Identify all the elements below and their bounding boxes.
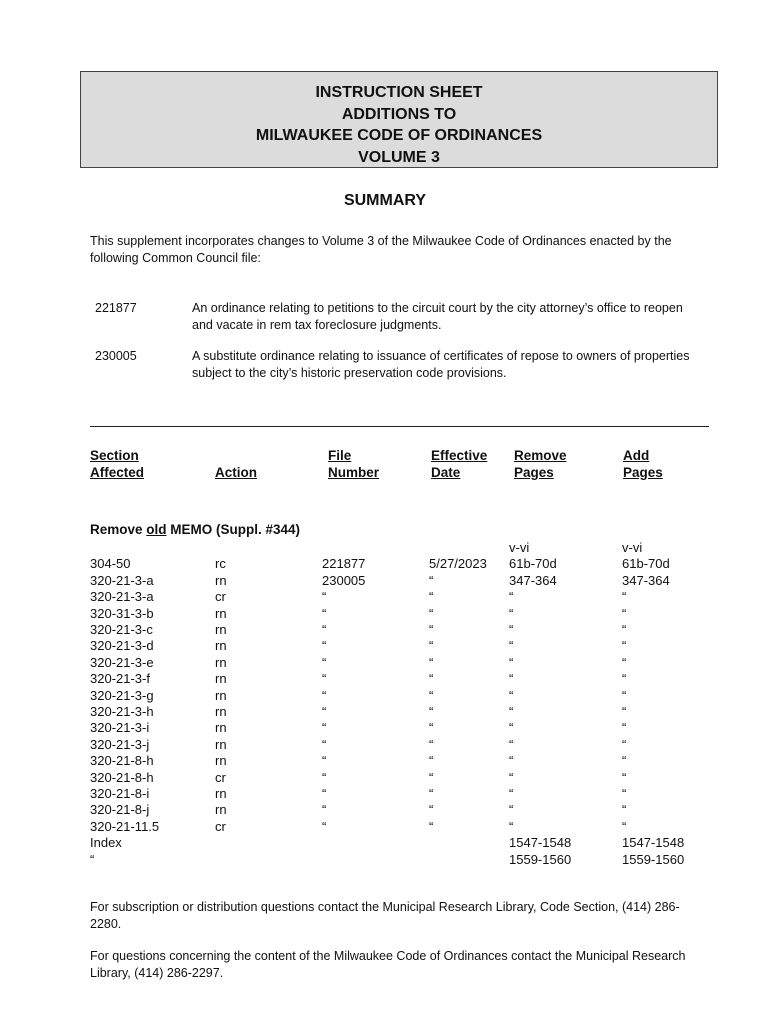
cell-action: cr <box>215 818 226 834</box>
cell-effective-date: “ <box>429 638 434 654</box>
cell-effective-date: “ <box>429 769 434 785</box>
memo-suffix: MEMO (Suppl. #344) <box>166 522 301 537</box>
summary-heading: SUMMARY <box>343 192 427 209</box>
cell-effective-date: “ <box>429 786 434 801</box>
cell-action: rc <box>215 556 226 572</box>
intro-paragraph: This supplement incorporates changes to Volume 3 of the Milwaukee Code of Ordinances enacted by the following Common Council file: <box>90 234 672 265</box>
cell-add-pages: “ <box>622 769 627 785</box>
header-effective-line1: Effective <box>431 448 488 463</box>
cell-remove-pages: v-vi <box>509 540 530 555</box>
table-row <box>0 688 770 704</box>
cell-file-number: “ <box>322 802 327 818</box>
table-row <box>0 622 770 638</box>
cell-effective-date: “ <box>429 818 434 834</box>
memo-instruction <box>90 522 300 537</box>
cell-add-pages: “ <box>622 802 627 818</box>
cell-effective-date: “ <box>429 654 434 670</box>
header-action: Action <box>215 465 257 480</box>
title-box <box>80 71 718 168</box>
cell-remove-pages: “ <box>509 818 514 834</box>
cell-add-pages: “ <box>622 786 627 801</box>
cell-section: 320-21-3-d <box>90 638 154 654</box>
cell-effective-date: “ <box>429 687 434 703</box>
cell-file-number: “ <box>322 622 327 637</box>
table-row <box>0 819 770 835</box>
council-file-description: A substitute ordinance relating to issuance of certificates of repose to owners of properties subject to the city’s historic preservation code provisions. <box>192 349 690 380</box>
cell-add-pages: “ <box>622 622 627 637</box>
header-file-line2: Number <box>328 465 380 480</box>
table-row <box>0 589 770 605</box>
title-line-3: MILWAUKEE CODE OF ORDINANCES <box>255 127 543 144</box>
cell-section: 320-21-8-i <box>90 786 150 801</box>
cell-file-number: 230005 <box>322 572 366 588</box>
table-row <box>0 606 770 622</box>
header-section-line1: Section <box>90 448 139 463</box>
table-row <box>0 638 770 654</box>
cell-effective-date: 5/27/2023 <box>429 556 487 572</box>
cell-remove-pages: “ <box>509 802 514 818</box>
header-file-number <box>328 447 379 481</box>
cell-remove-pages: “ <box>509 605 514 621</box>
horizontal-rule <box>90 426 709 427</box>
table-row <box>0 720 770 736</box>
cell-section: 320-21-3-a <box>90 572 154 588</box>
cell-add-pages: “ <box>622 671 627 687</box>
cell-add-pages: “ <box>622 753 627 769</box>
table-row <box>0 540 770 556</box>
table-row <box>0 753 770 769</box>
cell-section: 320-21-3-c <box>90 622 153 637</box>
cell-add-pages: “ <box>622 687 627 703</box>
header-remove-line2: Pages <box>514 465 554 480</box>
cell-effective-date: “ <box>429 572 434 588</box>
header-section-affected <box>90 447 144 481</box>
cell-file-number: 221877 <box>322 556 366 572</box>
cell-section: 320-21-3-h <box>90 704 154 719</box>
title-line-2: ADDITIONS TO <box>341 105 457 123</box>
cell-section: 320-21-3-i <box>90 720 150 736</box>
cell-action: rn <box>215 638 227 654</box>
header-section-line2: Affected <box>90 465 145 480</box>
cell-section: 320-21-8-j <box>90 802 150 818</box>
cell-remove-pages: “ <box>509 786 514 801</box>
cell-file-number: “ <box>322 720 327 736</box>
cell-add-pages: 1547-1548 <box>622 835 685 851</box>
memo-prefix: Remove <box>90 522 147 537</box>
cell-section: 320-21-8-h <box>90 753 154 769</box>
cell-remove-pages: “ <box>509 654 514 670</box>
header-remove-pages <box>514 447 567 481</box>
cell-section: Index <box>90 835 122 851</box>
cell-section: “ <box>90 851 95 867</box>
cell-file-number: “ <box>322 638 327 654</box>
cell-remove-pages: “ <box>509 736 514 752</box>
cell-add-pages: “ <box>622 704 627 719</box>
cell-effective-date: “ <box>429 704 434 719</box>
table-row <box>0 671 770 687</box>
cell-file-number: “ <box>322 704 327 719</box>
cell-add-pages: “ <box>622 736 627 752</box>
subscription-note: For subscription or distribution questions contact the Municipal Research Library, Code Section, (414) 286-2280. <box>90 900 680 931</box>
cell-remove-pages: “ <box>509 622 514 637</box>
cell-add-pages: “ <box>622 720 627 736</box>
cell-add-pages: v-vi <box>622 540 643 555</box>
table-row <box>0 573 770 589</box>
cell-section: 320-21-11.5 <box>90 818 160 834</box>
council-file-number: 230005 <box>95 349 137 363</box>
cell-section: 320-31-3-b <box>90 605 154 621</box>
header-add-line1: Add <box>623 448 650 463</box>
header-remove-line1: Remove <box>514 448 567 463</box>
cell-remove-pages: 1559-1560 <box>509 851 572 867</box>
council-file-description: An ordinance relating to petitions to the circuit court by the city attorney’s office to reopen and vacate in rem tax foreclosure judgments. <box>192 301 683 332</box>
cell-action: rn <box>215 736 227 752</box>
cell-add-pages: “ <box>622 589 627 605</box>
cell-action: rn <box>215 671 227 687</box>
cell-action: rn <box>215 704 227 719</box>
cell-remove-pages: “ <box>509 589 514 605</box>
cell-section: 304-50 <box>90 556 131 572</box>
cell-file-number: “ <box>322 818 327 834</box>
cell-file-number: “ <box>322 769 327 785</box>
cell-add-pages: 1559-1560 <box>622 851 685 867</box>
cell-effective-date: “ <box>429 720 434 736</box>
cell-file-number: “ <box>322 671 327 687</box>
cell-add-pages: “ <box>622 605 627 621</box>
cell-section: 320-21-3-f <box>90 671 150 687</box>
table-row <box>0 802 770 818</box>
council-file-number: 221877 <box>95 301 137 315</box>
header-add-pages <box>623 447 663 481</box>
cell-remove-pages: “ <box>509 753 514 769</box>
header-file-line1: File <box>328 448 352 463</box>
cell-action: rn <box>215 802 227 818</box>
cell-file-number: “ <box>322 786 327 801</box>
cell-remove-pages: 1547-1548 <box>509 835 572 851</box>
cell-add-pages: 347-364 <box>622 572 670 588</box>
cell-action: cr <box>215 589 226 605</box>
table-row <box>0 835 770 851</box>
cell-effective-date: “ <box>429 802 434 818</box>
cell-remove-pages: “ <box>509 720 514 736</box>
cell-section: 320-21-3-a <box>90 589 154 605</box>
cell-action: rn <box>215 572 227 588</box>
header-effective-date <box>431 447 487 481</box>
cell-section: 320-21-3-j <box>90 736 150 752</box>
cell-file-number: “ <box>322 753 327 769</box>
cell-action: rn <box>215 753 227 769</box>
cell-effective-date: “ <box>429 622 434 637</box>
cell-remove-pages: 347-364 <box>509 572 557 588</box>
cell-effective-date: “ <box>429 605 434 621</box>
title-line-1: INSTRUCTION SHEET <box>315 84 483 101</box>
cell-remove-pages: “ <box>509 638 514 654</box>
cell-action: rn <box>215 720 227 736</box>
cell-action: rn <box>215 605 227 621</box>
table-row <box>0 655 770 671</box>
cell-add-pages: 61b-70d <box>622 556 670 572</box>
header-add-line2: Pages <box>623 465 663 480</box>
table-row <box>0 556 770 572</box>
cell-add-pages: “ <box>622 654 627 670</box>
cell-remove-pages: 61b-70d <box>509 556 557 572</box>
cell-remove-pages: “ <box>509 687 514 703</box>
cell-effective-date: “ <box>429 671 434 687</box>
content-questions-note: For questions concerning the content of the Milwaukee Code of Ordinances contact the Municipal Research Library, (414) 286-2297. <box>90 949 686 980</box>
cell-section: 320-21-3-e <box>90 654 154 670</box>
cell-file-number: “ <box>322 605 327 621</box>
table-row <box>0 704 770 720</box>
cell-add-pages: “ <box>622 818 627 834</box>
cell-effective-date: “ <box>429 736 434 752</box>
cell-remove-pages: “ <box>509 704 514 719</box>
memo-old: old <box>146 522 167 537</box>
cell-action: rn <box>215 687 227 703</box>
cell-file-number: “ <box>322 687 327 703</box>
cell-add-pages: “ <box>622 638 627 654</box>
cell-remove-pages: “ <box>509 769 514 785</box>
cell-action: cr <box>215 769 226 785</box>
cell-file-number: “ <box>322 654 327 670</box>
title-line-4: VOLUME 3 <box>358 148 440 166</box>
table-row <box>0 852 770 868</box>
cell-effective-date: “ <box>429 753 434 769</box>
cell-effective-date: “ <box>429 589 434 605</box>
table-row <box>0 737 770 753</box>
cell-section: 320-21-8-h <box>90 769 154 785</box>
cell-action: rn <box>215 786 227 801</box>
table-row <box>0 786 770 802</box>
table-row <box>0 770 770 786</box>
header-effective-line2: Date <box>431 465 461 480</box>
cell-file-number: “ <box>322 589 327 605</box>
cell-file-number: “ <box>322 736 327 752</box>
cell-action: rn <box>215 654 227 670</box>
cell-section: 320-21-3-g <box>90 687 154 703</box>
cell-action: rn <box>215 622 227 637</box>
cell-remove-pages: “ <box>509 671 514 687</box>
